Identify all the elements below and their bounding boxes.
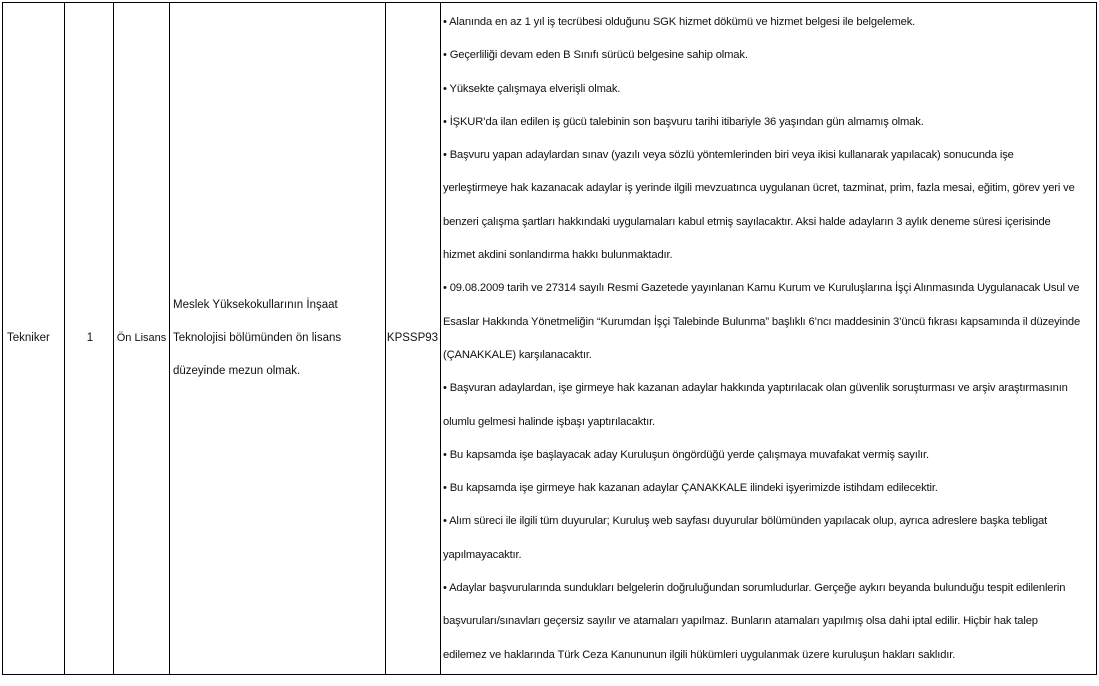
requirement-line: başvuruları/sınavları geçersiz sayılır ve atamaları yapılmaz. Bunların atamaları yapılmış olsa dahi iptal edilir. Hiçbir hak talep [443, 615, 1038, 628]
qualification-line: düzeyinde mezun olmak. [173, 365, 301, 377]
requirement-line: • Alım süreci ile ilgili tüm duyurular; Kuruluş web sayfası duyurular bölümünden yapılacak olup, ayrıca adreslere başka tebligat [443, 515, 1048, 528]
requirement-line: • Başvuran adaylardan, işe girmeye hak kazanan adaylar hakkında yaptırılacak olan güvenlik soruşturması ve arşiv araştırmasının [443, 382, 1068, 395]
education-level-cell [115, 3, 168, 674]
requirements-cell [443, 6, 1095, 672]
requirement-line: edilemez ve haklarında Türk Ceza Kanununun ilgili hükümleri uygulanmak üzere kuruluşun hakları saklıdır. [443, 648, 956, 661]
requirement-line: Esaslar Hakkında Yönetmeliğin “Kurumdan İşçi Talebinde Bulunma” başlıklı 6’ncı maddesinin 3’üncü fıkrası kapsamında il düzeyinde [443, 315, 1081, 328]
column-divider [440, 3, 441, 674]
requirement-line: (ÇANAKKALE) karşılanacaktır. [443, 348, 592, 361]
position-count: 1 [86, 332, 94, 344]
requirement-line: • Geçerliliği devam eden B Sınıfı sürücü belgesine sahip olmak. [443, 49, 748, 62]
position-title-cell [7, 3, 65, 674]
requirement-line: yerleştirmeye hak kazanacak adaylar iş yerinde ilgili mevzuatınca uygulanan ücret, tazminat, prim, fazla mesai, eğitim, görev yeri ve [443, 182, 1075, 195]
kpss-score-type-cell [385, 3, 440, 674]
requirement-line: yapılmayacaktır. [443, 548, 522, 561]
requirement-line: benzeri çalışma şartları hakkındaki uygulamaları kabul etmiş sayılacaktır. Aksi halde adayların 3 aylık deneme süresi içerisinde [443, 215, 1051, 228]
requirement-line: hizmet akdini sonlandırma hakkı bulunmaktadır. [443, 249, 673, 262]
requirement-line: • Alanında en az 1 yıl iş tecrübesi olduğunu SGK hizmet dökümü ve hizmet belgesi ile belgelemek. [443, 16, 916, 28]
qualification-cell [171, 3, 385, 674]
requirement-line: • Bu kapsamda işe girmeye hak kazanan adaylar ÇANAKKALE ilindeki işyerimizde istihdam edilecektir. [443, 482, 938, 495]
column-divider [169, 3, 170, 674]
position-count-cell [66, 3, 114, 674]
qualification-line: Teknolojisi bölümünden ön lisans [173, 332, 342, 344]
qualification-line: Meslek Yüksekokullarının İnşaat [173, 299, 338, 311]
job-table [2, 2, 1097, 675]
requirement-line: • İŞKUR’da ilan edilen iş gücü talebinin son başvuru tarihi itibariyle 36 yaşından gün almamış olmak. [443, 115, 924, 128]
requirement-line: • 09.08.2009 tarih ve 27314 sayılı Resmi Gazetede yayınlanan Kamu Kurum ve Kuruluşlarına İşçi Alınmasında Uygulanacak Usul ve [443, 282, 1080, 295]
requirement-line: • Bu kapsamda işe başlayacak aday Kuruluşun öngördüğü yerde çalışmaya muvafakat vermiş sayılır. [443, 448, 929, 461]
kpss-score-type: KPSSP93 [386, 332, 439, 344]
education-level: Ön Lisans [116, 332, 167, 344]
position-title: Tekniker [7, 332, 50, 344]
requirement-line: • Başvuru yapan adaylardan sınav (yazılı veya sözlü yöntemlerinden biri veya ikisi kullanarak yapılacak) sonucunda işe [443, 149, 1014, 162]
requirement-line: olumlu gelmesi halinde işbaşı yaptırılacaktır. [443, 415, 655, 428]
requirement-line: • Adaylar başvurularında sundukları belgelerin doğruluğundan sorumludurlar. Gerçeğe aykırı beyanda bulunduğu tespit edilenlerin [443, 582, 1066, 595]
requirement-line: • Yüksekte çalışmaya elverişli olmak. [443, 82, 621, 95]
